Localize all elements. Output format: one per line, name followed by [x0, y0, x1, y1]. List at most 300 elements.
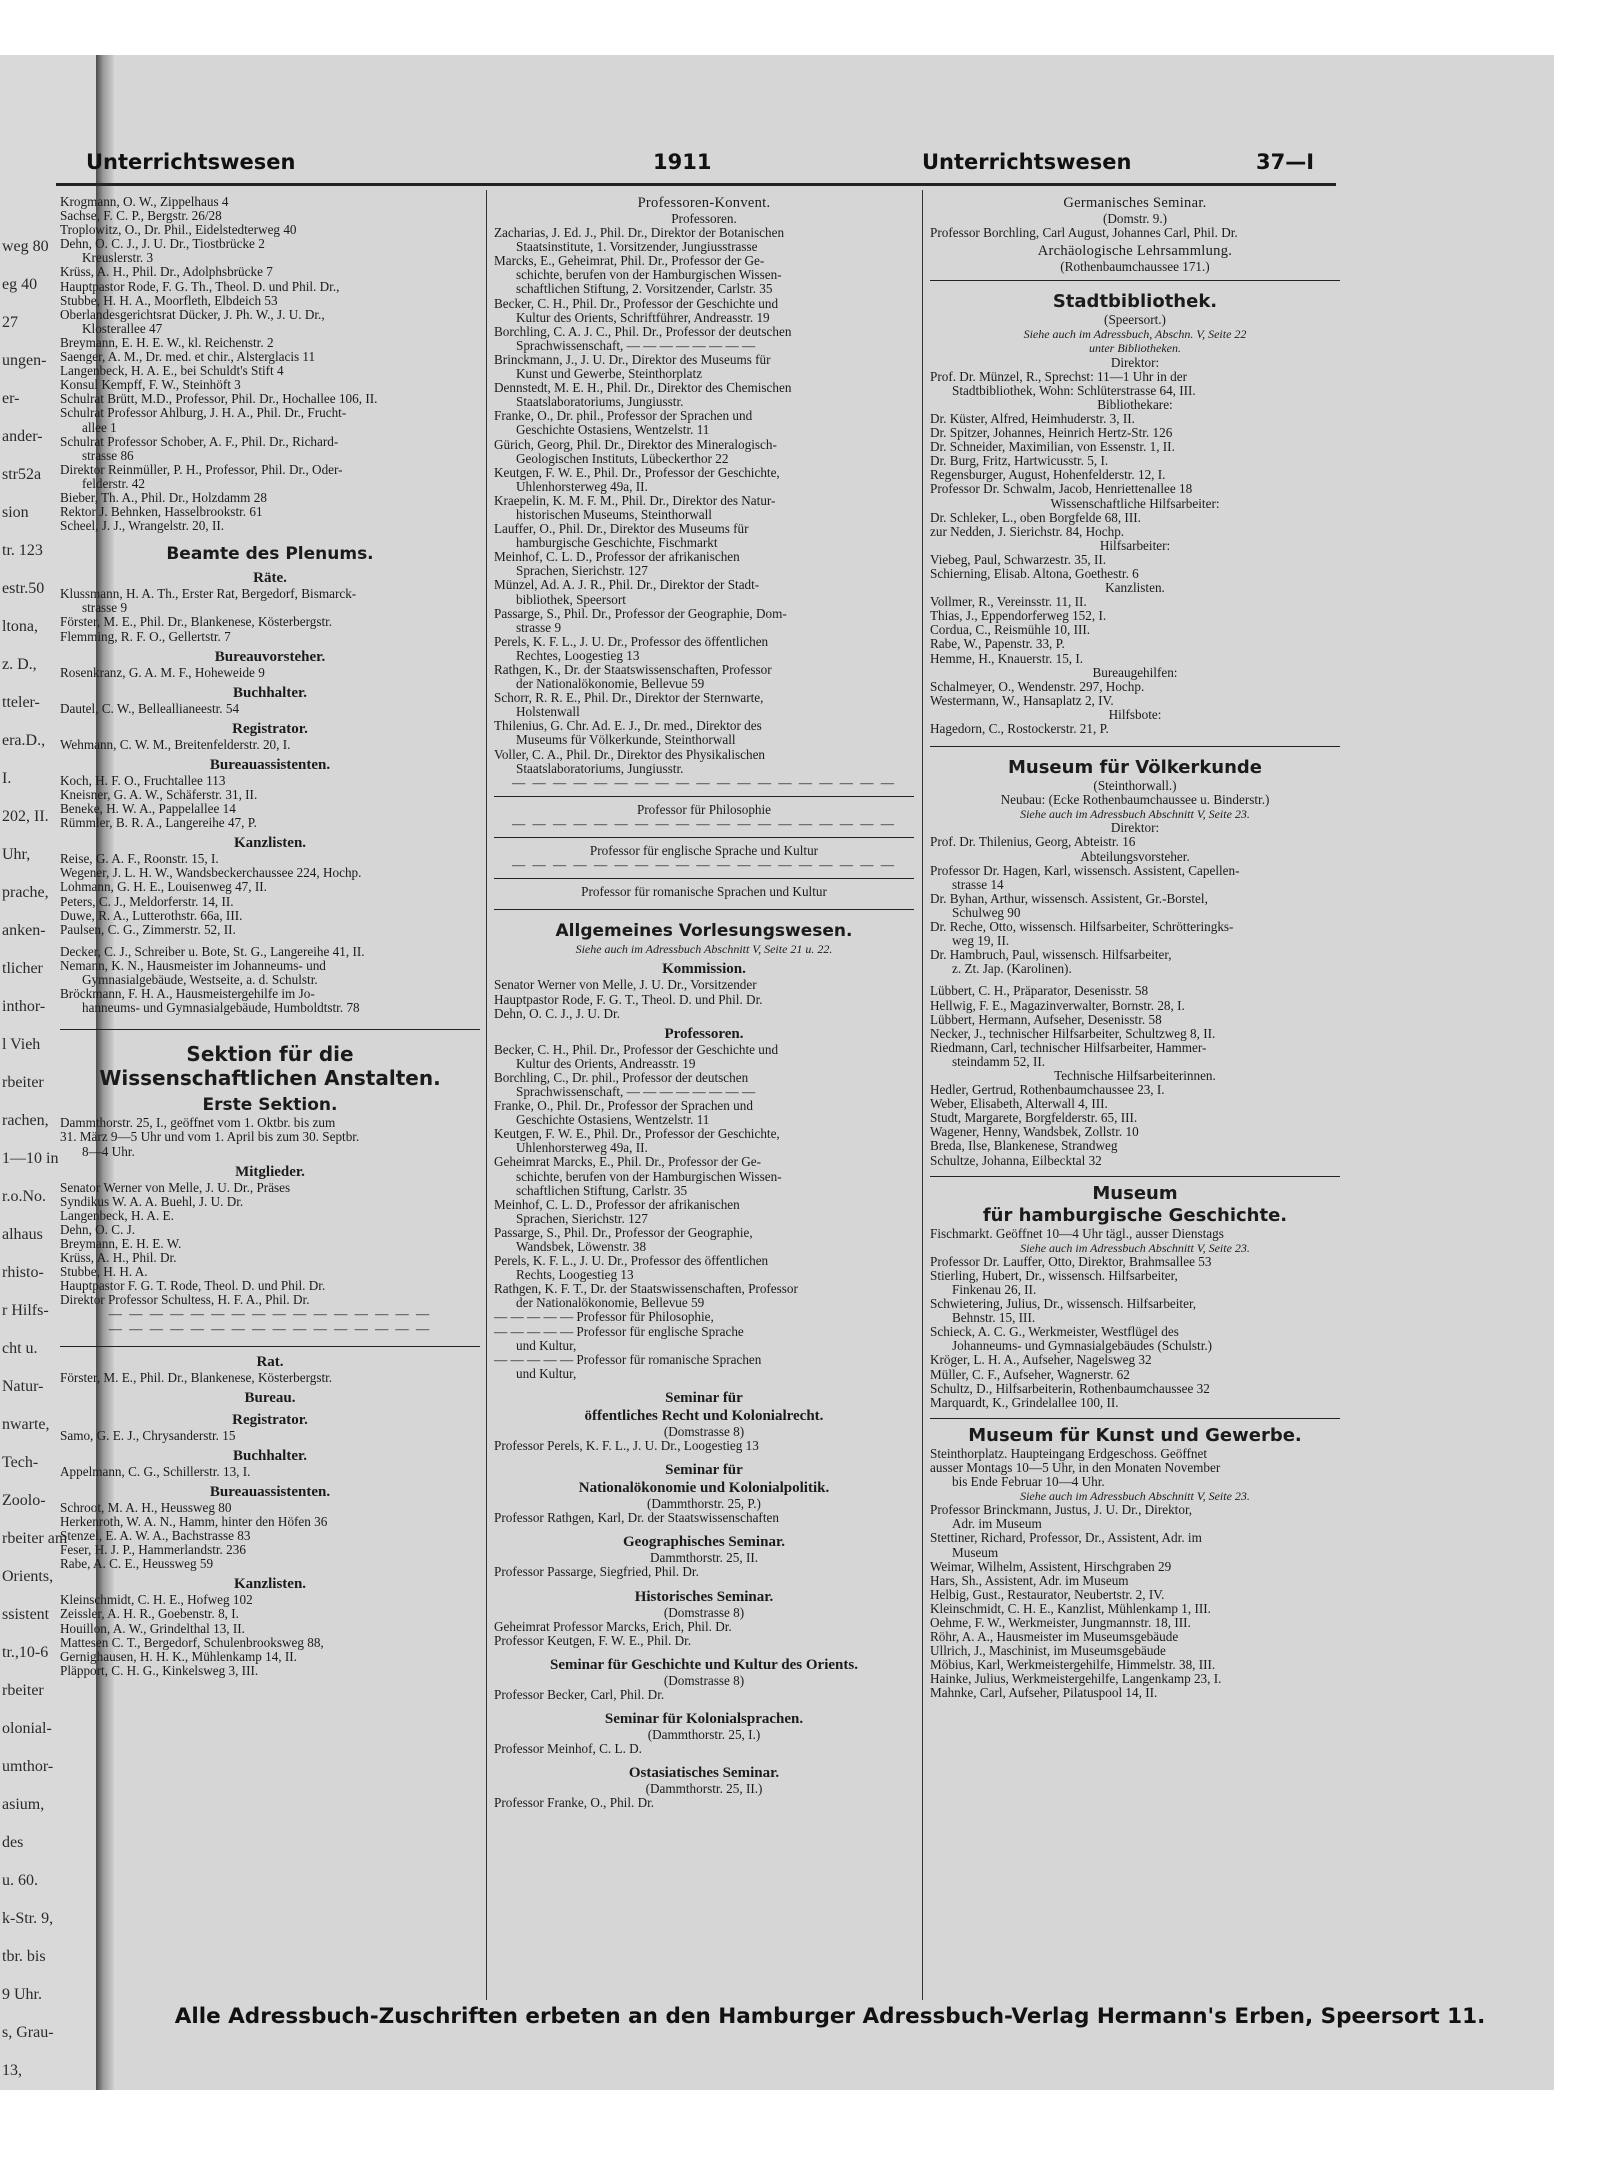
mhg-heading-2: für hamburgische Geschichte.: [982, 1204, 1288, 1226]
divider: [930, 1418, 1340, 1419]
sem-geo-heading: Geographisches Seminar.: [623, 1534, 785, 1551]
entry-line: Dr. Küster, Alfred, Heimhuderstr. 3, II.: [930, 411, 1135, 426]
heading-mitglieder: Mitglieder.: [235, 1163, 305, 1180]
entry-line: Feser, H. J. P., Hammerlandstr. 236: [60, 1543, 246, 1558]
entry-line: Schultze, Johanna, Eilbecktal 32: [930, 1153, 1102, 1168]
entry-line: Professor Franke, O., Phil. Dr.: [494, 1796, 655, 1811]
heading-buchhalter-2: Buchhalter.: [232, 1447, 308, 1464]
entry-line: Stierling, Hubert, Dr., wissensch. Hilfsarbeiter,: [930, 1268, 1178, 1283]
entry-line: Flemming, R. F. O., Gellertstr. 7: [60, 629, 231, 644]
entry-line: Dr. Reche, Otto, wissensch. Hilfsarbeiter, Schrötteringks-: [930, 920, 1234, 935]
entry-line: Passarge, S., Phil. Dr., Professor der Geographie, Dom-: [494, 606, 787, 621]
entry-line: Senator Werner von Melle, J. U. Dr., Präses: [60, 1180, 291, 1195]
entry-line: Hemme, H., Knauerstr. 15, I.: [930, 651, 1084, 666]
voelker-address: (Steinthorwall.): [1093, 779, 1177, 794]
entry-line: Langenbeck, H. A. E.: [60, 1208, 174, 1223]
entry-line: Zeissler, A. H. R., Goebenstr. 8, I.: [60, 1607, 239, 1622]
entry-line: historischen Museums, Steinthorwall: [516, 507, 712, 522]
entry-line: Bröckmann, F. H. A., Hausmeistergehilfe im Jo-: [60, 987, 315, 1002]
entry-line: Lübbert, C. H., Präparator, Desenisstr. 58: [930, 984, 1149, 999]
entry-line: Reise, G. A. F., Roonstr. 15, I.: [60, 852, 219, 867]
arch-heading: Archäologische Lehrsammlung.: [1037, 243, 1233, 260]
entry-line: Wagener, Henny, Wandsbek, Zollstr. 10: [930, 1125, 1139, 1140]
entry-line: Decker, C. J., Schreiber u. Bote, St. G., Langereihe 41, II.: [60, 944, 365, 959]
tech-hilfsarbeiterinnen-list: [930, 1083, 1340, 1168]
erste-sektion-heading: Erste Sektion.: [202, 1095, 338, 1116]
facing-page-fragment: Uhr,: [2, 846, 31, 863]
entry-line: — — — — — Professor für Philosophie,: [494, 1310, 714, 1325]
entry-line: Rathgen, K., Dr. der Staatswissenschaften, Professor: [494, 663, 772, 677]
facing-page-fragment: 1—10 in: [2, 1150, 59, 1167]
entry-line: Dehn, O. C. J.: [60, 1222, 136, 1237]
entry-line: Rathgen, K. F. T., Dr. der Staatswissenschaften, Professor: [494, 1282, 798, 1297]
entry-line: felderstr. 42: [82, 476, 145, 491]
entry-line: Krogmann, O. W., Zippelhaus 4: [60, 195, 229, 209]
sektion-heading-2: Wissenschaftlichen Anstalten.: [99, 1066, 441, 1091]
hilfsbote-heading: Hilfsbote:: [1108, 707, 1162, 722]
entry-line: Förster, M. E., Phil. Dr., Blankenese, Kösterbergstr.: [60, 615, 333, 630]
buchhalter-list: [60, 702, 480, 716]
heading-registrator: Registrator.: [232, 720, 308, 737]
entry-line: Dr. Schneider, Maximilian, von Essenstr. 1, II.: [930, 440, 1175, 455]
entry-line: Johanneums- und Gymnasialgebäudes (Schulstr.): [952, 1339, 1213, 1354]
divider: [494, 796, 914, 797]
wiss-hilfsarbeiter-list: [930, 511, 1340, 539]
misc-staff-list: [60, 945, 480, 1015]
direktor-list: [930, 370, 1340, 398]
entry-line: Direktor Reinmüller, P. H., Professor, Phil. Dr., Oder-: [60, 462, 343, 477]
heading-kanzlisten-2: Kanzlisten.: [233, 1576, 307, 1593]
entry-line: Franke, O., Dr. phil., Professor der Sprachen und: [494, 409, 753, 424]
facing-page-fragment: rbeiter am: [2, 1530, 68, 1547]
facing-page-fragment: sion: [2, 504, 29, 521]
facing-page-fragment: er-: [2, 390, 20, 407]
entry-line: Stadtbibliothek, Wohn: Schlüterstrasse 64, III.: [952, 383, 1196, 398]
germ-address: (Domstr. 9.): [1102, 212, 1168, 226]
vacancy-dashes: — — — — — — — — — — — — — — — — — — —: [512, 857, 896, 873]
entry-line: Müller, C. F., Aufseher, Wagnerstr. 62: [930, 1367, 1130, 1382]
entry-line: Schulweg 90: [952, 905, 1021, 920]
entry-line: Geschichte Ostasiens, Wentzelstr. 11: [516, 1113, 710, 1128]
abteilungsvorsteher-list: [930, 864, 1340, 977]
bureauvorsteher-list: [60, 666, 480, 680]
sem-geo-address: Dammthorstr. 25, II.: [649, 1551, 759, 1566]
vacancy-dashes: — — — — — — — — — — — — — — — —: [108, 1306, 432, 1322]
entry-line: Perels, K. F. L., J. U. Dr., Professor des öffentlichen: [494, 1254, 769, 1269]
entry-line: Museum: [952, 1545, 999, 1560]
entry-line: Kunst und Gewerbe, Steinthorplatz: [516, 367, 703, 382]
entry-line: Hauptpastor F. G. T. Rode, Theol. D. und Phil. Dr.: [60, 1279, 326, 1294]
sem-hist-address: (Domstrasse 8): [663, 1605, 745, 1620]
entry-line: Stubbe, H. H. A.: [60, 1265, 148, 1280]
entry-line: Geheimrat Marcks, E., Phil. Dr., Professor der Ge-: [494, 1155, 761, 1170]
sektion-heading-1: Sektion für die: [186, 1042, 354, 1067]
entry-line: Samo, G. E. J., Chrysanderstr. 15: [60, 1428, 236, 1443]
scan-margin-top: [0, 0, 1600, 55]
page-number: 37—I: [1256, 150, 1315, 174]
entry-line: Becker, C. H., Phil. Dr., Professor der Geschichte und: [494, 296, 779, 311]
facing-page-fragment: nwarte,: [2, 1416, 50, 1433]
facing-page-fragment: 202, II.: [2, 808, 49, 825]
vacancy-dashes: — — — — — — — — — — — — — — — — — — —: [512, 815, 896, 831]
entry-line: Förster, M. E., Phil. Dr., Blankenese, Kösterbergstr.: [60, 1370, 333, 1385]
entry-line: Breymann, E. H. E. W.: [60, 1236, 182, 1251]
heading-buchhalter: Buchhalter.: [232, 684, 308, 701]
entry-line: Sprachen, Sierichstr. 127: [516, 564, 648, 579]
entry-line: Keutgen, F. W. E., Phil. Dr., Professor der Geschichte,: [494, 465, 780, 480]
entry-line: Dennstedt, M. E. H., Phil. Dr., Direktor des Chemischen: [494, 381, 792, 396]
entry-line: Pläpport, C. H. G., Kinkelsweg 3, III.: [60, 1663, 259, 1678]
entry-line: Meinhof, C. L. D., Professor der afrikanischen: [494, 550, 740, 565]
entry-line: Hauptpastor Rode, F. G. Th., Theol. D. und Phil. Dr.,: [60, 279, 340, 294]
entry-line: Sprachwissenschaft, — — — — — — — —: [516, 338, 756, 353]
entry-line: Gürich, Georg, Phil. Dr., Direktor des Mineralogisch-: [494, 437, 777, 452]
entry-line: schaftlichen Stiftung, Carlstr. 35: [516, 1183, 688, 1198]
mhg-heading-1: Museum: [1092, 1182, 1178, 1204]
entry-line: Keutgen, F. W. E., Phil. Dr., Professor der Geschichte,: [494, 1127, 780, 1142]
sem-hist-heading: Historisches Seminar.: [634, 1588, 774, 1605]
mhg-reference: Siehe auch im Adressbuch Abschnitt V, Seite 23.: [1020, 1240, 1250, 1255]
footer-notice: Alle Adressbuch-Zuschriften erbeten an den Hamburger Adressbuch-Verlag Hermann's Erben, Speersort 11.: [174, 2004, 1486, 2029]
entry-line: Behnstr. 15, III.: [952, 1311, 1036, 1326]
facing-page-fragment: 9 Uhr.: [2, 1986, 42, 2003]
column-rule-2: [922, 190, 923, 2000]
facing-page-fragment: 27: [2, 314, 18, 331]
entry-line: Wegener, J. L. H. W., Wandsbeckerchaussee 224, Hochp.: [60, 866, 362, 881]
heading-bureauassistenten-2: Bureauassistenten.: [209, 1483, 331, 1500]
section-heading-plenum: Beamte des Plenums.: [166, 544, 374, 565]
facing-page-fragment: Natur-: [2, 1378, 44, 1395]
entry-line: Lauffer, O., Phil. Dr., Direktor des Museums für: [494, 522, 749, 537]
entry-line: Konsul Kempff, F. W., Steinhöft 3: [60, 378, 241, 393]
entry-line: Stettiner, Richard, Professor, Dr., Assistent, Adr. im: [930, 1531, 1202, 1546]
sem-orient-address: (Domstrasse 8): [663, 1673, 745, 1688]
entry-line: Klosterallee 47: [82, 321, 163, 336]
entry-line: Marquardt, K., Grindelallee 100, II.: [930, 1395, 1119, 1410]
voelker-staff-list: [930, 984, 1340, 1069]
facing-page-fragment: ander-: [2, 428, 43, 445]
entry-line: Professor Keutgen, F. W. E., Phil. Dr.: [494, 1633, 692, 1648]
entry-line: schaftlichen Stiftung, 2. Vorsitzender, Carlstr. 35: [516, 282, 773, 297]
sem-nat-address: (Dammthorstr. 25, P.): [647, 1497, 761, 1512]
facing-page-fragment: ssistent: [2, 1606, 50, 1623]
divider: [494, 909, 914, 910]
entry-line: Breymann, E. H. E. W., kl. Reichenstr. 2: [60, 335, 274, 350]
facing-page-fragment: I.: [2, 770, 12, 787]
entry-line: Passarge, S., Phil. Dr., Professor der Geographie,: [494, 1225, 753, 1240]
hilfsbote-list: [930, 722, 1340, 736]
entry-line: Gernighausen, H. H. K., Mühlenkamp 14, II.: [60, 1649, 297, 1664]
entry-line: schichte, berufen von der Hamburgischen Wissen-: [516, 1169, 782, 1184]
sem-nat-heading-1: Seminar für: [665, 1462, 743, 1479]
entry-line: zur Nedden, J. Sierichstr. 84, Hochp.: [930, 524, 1125, 539]
voelker-direktor-heading: Direktor:: [1110, 821, 1160, 836]
entry-line: Kultur des Orients, Andreasstr. 19: [516, 1056, 696, 1071]
column-3: [930, 195, 1340, 1995]
entry-line: Viebeg, Paul, Schwarzestr. 35, II.: [930, 552, 1107, 567]
entry-line: Dehn, O. C. J., J. U. Dr., Tiostbrücke 2: [60, 237, 265, 252]
entry-line: Houillon, A. W., Grindelthal 13, II.: [60, 1621, 245, 1636]
column-1: [60, 195, 480, 1995]
entry-line: Prof. Dr. Thilenius, Georg, Abteistr. 16: [930, 835, 1136, 850]
column-2: [494, 195, 914, 1995]
konvent-heading: Professoren-Konvent.: [637, 195, 771, 211]
entry-line: Weimar, Wilhelm, Assistent, Hirschgraben 29: [930, 1559, 1172, 1574]
entry-line: Borchling, C., Dr. phil., Professor der deutschen: [494, 1070, 749, 1085]
entry-line: Kraepelin, K. M. F. M., Phil. Dr., Direktor des Natur-: [494, 493, 776, 508]
entry-line: Professor Meinhof, C. L. D.: [494, 1742, 642, 1757]
entry-line: Regensburger, August, Hohenfelderstr. 12, I.: [930, 468, 1166, 483]
entry-line: Troplowitz, O., Dr. Phil., Eidelstedterweg 40: [60, 223, 297, 238]
mkg-list: [930, 1503, 1340, 1700]
sem-recht-heading-2: öffentliches Recht und Kolonialrecht.: [584, 1407, 824, 1424]
entry-line: Franke, O., Phil. Dr., Professor der Sprachen und: [494, 1099, 753, 1114]
entry-line: Schalmeyer, O., Wendenstr. 297, Hochp.: [930, 679, 1145, 694]
entry-line: Dammthorstr. 25, I., geöffnet vom 1. Oktbr. bis zum: [60, 1116, 336, 1131]
entry-line: Schorr, R. R. E., Phil. Dr., Direktor der Sternwarte,: [494, 691, 764, 706]
registrator-2-list: [60, 1429, 480, 1443]
sem-nat-list: [494, 1511, 914, 1525]
entry-line: — — — — — Professor für romanische Sprachen: [494, 1352, 762, 1367]
entry-line: Voller, C. A., Phil. Dr., Direktor des Physikalischen: [494, 747, 766, 762]
entry-line: steindamm 52, II.: [952, 1054, 1046, 1069]
divider: [930, 280, 1340, 281]
divider: [60, 1029, 480, 1030]
entry-line: Dehn, O. C. J., J. U. Dr.: [494, 1006, 621, 1021]
rat-list: [60, 1371, 480, 1385]
entry-line: Langenbeck, H. A. E., bei Schuldt's Stift 4: [60, 364, 284, 379]
sem-kol-heading: Seminar für Kolonialsprachen.: [604, 1710, 804, 1727]
entry-line: Westermann, W., Hansaplatz 2, IV.: [930, 693, 1114, 708]
entry-line: Dautel, C. W., Belleallianeestr. 54: [60, 701, 240, 716]
entry-line: strasse 9: [82, 601, 128, 616]
facing-page-fragment: Tech-: [2, 1454, 39, 1471]
entry-line: Uhlenhorsterweg 49a, II.: [516, 1141, 648, 1156]
entry-line: Schieck, A. C. G., Werkmeister, Westflügel des: [930, 1325, 1179, 1340]
facing-page-fragment: Orients,: [2, 1568, 54, 1585]
allg-reference: Siehe auch im Adressbuch Abschnitt V, Seite 21 u. 22.: [575, 942, 833, 957]
entry-line: Cordua, C., Reismühle 10, III.: [930, 623, 1091, 638]
entry-line: Direktor Professor Schultess, H. F. A., Phil. Dr.: [60, 1293, 310, 1308]
entry-line: Schultz, D., Hilfsarbeiterin, Rothenbaumchaussee 32: [930, 1381, 1210, 1396]
arch-address: (Rothenbaumchaussee 171.): [1060, 260, 1210, 275]
entry-line: Senator Werner von Melle, J. U. Dr., Vorsitzender: [494, 978, 757, 993]
entry-line: und Kultur,: [516, 1338, 577, 1353]
facing-page-fragment: tr. 123: [2, 542, 43, 559]
entry-line: Ullrich, J., Maschinist, im Museumsgebäude: [930, 1644, 1166, 1659]
sem-recht-heading-1: Seminar für: [665, 1389, 743, 1406]
facing-page-fragment: era.D.,: [2, 732, 46, 749]
facing-page-fragment: u. 60.: [2, 1872, 38, 1889]
entry-line: Professor Dr. Hagen, Karl, wissensch. Assistent, Capellen-: [930, 863, 1240, 878]
entry-line: Geschichte Ostasiens, Wentzelstr. 11: [516, 423, 710, 438]
facing-page-fragment: eg 40: [2, 276, 38, 293]
stadt-reference-1: Siehe auch im Adressbuch, Abschn. V, Seite 22: [1023, 327, 1247, 342]
entry-line: der Nationalökonomie, Bellevue 59: [516, 1296, 705, 1311]
voelker-reference: Siehe auch im Adressbuch Abschnitt V, Seite 23.: [1020, 807, 1250, 822]
vacancy-dashes: — — — — — — — — — — — — — — — — — — —: [512, 774, 896, 790]
sem-kol-address: (Dammthorstr. 25, I.): [647, 1727, 761, 1742]
entry-line: Professor Brinckmann, Justus, J. U. Dr., Direktor,: [930, 1503, 1193, 1518]
entry-line: Finkenau 26, II.: [952, 1283, 1037, 1297]
facing-page-fragment: asium,: [2, 1796, 45, 1813]
entry-line: Thias, J., Eppendorferweg 152, I.: [930, 609, 1107, 624]
buchhalter-2-list: [60, 1465, 480, 1479]
entry-line: Mahnke, Carl, Aufseher, Pilatuspool 14, II.: [930, 1686, 1158, 1701]
entry-line: Weber, Elisabeth, Alterwall 4, III.: [930, 1097, 1108, 1112]
mhg-list: [930, 1255, 1340, 1410]
facing-page-fragment: prache,: [2, 884, 49, 901]
facing-page-fragment: l Vieh: [2, 1036, 41, 1053]
entry-line: Kleinschmidt, C. H. E., Kanzlist, Mühlenkamp 1, III.: [930, 1601, 1211, 1616]
allg-vorlesungswesen-heading: Allgemeines Vorlesungswesen.: [555, 921, 853, 942]
mitglieder-list: [60, 1181, 480, 1308]
kanzlisten-list: [60, 852, 480, 937]
assistenten-2-list: [60, 1501, 480, 1571]
entry-line: Möbius, Karl, Werkmeistergehilfe, Himmelstr. 38, III.: [930, 1658, 1216, 1673]
entry-line: Professor Dr. Lauffer, Otto, Direktor, Brahmsallee 53: [930, 1254, 1212, 1269]
facing-page-fragment: k-Str. 9,: [2, 1910, 54, 1927]
entry-line: Dr. Byhan, Arthur, wissensch. Assistent, Gr.-Borstel,: [930, 891, 1208, 906]
facing-page-fragment: rachen,: [2, 1112, 49, 1129]
entry-line: Münzel, Ad. A. J. R., Phil. Dr., Direktor der Stadt-: [494, 578, 760, 593]
entry-line: Vollmer, R., Vereinsstr. 11, II.: [930, 595, 1087, 610]
stadt-address: (Speersort.): [1104, 313, 1166, 328]
heading-professoren: Professoren.: [664, 1025, 744, 1042]
entry-line: Schwietering, Julius, Dr., wissensch. Hilfsarbeiter,: [930, 1297, 1197, 1312]
facing-page-fragment: alhaus: [2, 1226, 43, 1243]
entry-line: Professor Borchling, Carl August, Johannes Carl, Phil. Dr.: [930, 226, 1238, 241]
entry-line: Bieber, Th. A., Phil. Dr., Holzdamm 28: [60, 490, 267, 505]
facing-page-fragment: Zoolo-: [2, 1492, 46, 1509]
entry-line: Röhr, A. A., Hausmeister im Museumsgebäude: [930, 1630, 1179, 1645]
facing-page-fragment: weg 80: [2, 238, 49, 255]
entry-line: Geheimrat Professor Marcks, Erich, Phil. Dr.: [494, 1619, 732, 1634]
tech-hilfsarbeiterinnen-heading: Technische Hilfsarbeiterinnen.: [1054, 1068, 1216, 1083]
entry-line: Becker, C. H., Phil. Dr., Professor der Geschichte und: [494, 1042, 779, 1057]
entry-line: hamburgische Geschichte, Fischmarkt: [516, 536, 718, 551]
entry-line: strasse 86: [82, 448, 134, 463]
entry-line: Duwe, R. A., Lutterothstr. 66a, III.: [60, 908, 243, 923]
sem-ost-address: (Dammthorstr. 25, II.): [645, 1782, 763, 1797]
entry-line: Steinthorplatz. Haupteingang Erdgeschoss. Geöffnet: [930, 1446, 1207, 1461]
facing-page-fragment: rbeiter: [2, 1682, 44, 1699]
entry-line: Wandsbek, Löwenstr. 38: [516, 1240, 647, 1254]
heading-kanzlisten: Kanzlisten.: [233, 835, 307, 852]
entry-line: Thilenius, G. Chr. Ad. E. J., Dr. med., Direktor des: [494, 719, 762, 734]
entry-line: strasse 14: [952, 877, 1004, 892]
entry-line: Wehmann, C. W. M., Breitenfelderstr. 20, I.: [60, 737, 291, 752]
heading-raete: Räte.: [253, 570, 287, 587]
entry-line: 31. März 9—5 Uhr und vom 1. April bis zum 30. Septbr.: [60, 1130, 360, 1145]
entry-line: Scheel, J. J., Wrangelstr. 20, II.: [60, 519, 225, 534]
facing-page-fragment: estr.50: [2, 580, 45, 597]
abteilungsvorsteher-heading: Abteilungsvorsteher.: [1080, 849, 1190, 864]
entry-line: Hauptpastor Rode, F. G. T., Theol. D. und Phil. Dr.: [494, 992, 763, 1007]
konvent-list: [494, 226, 914, 776]
facing-page-fragment: cht u.: [2, 1340, 38, 1357]
entry-line: Sachse, F. C. P., Bergstr. 26/28: [60, 209, 222, 224]
facing-page-fragment: inthor-: [2, 998, 46, 1015]
entry-line: Perels, K. F. L., J. U. Dr., Professor des öffentlichen: [494, 634, 769, 649]
germ-heading: Germanisches Seminar.: [1063, 195, 1207, 211]
facing-page-fragment: rbeiter: [2, 1074, 44, 1091]
entry-line: Professor Perels, K. F. L., J. U. Dr., Loogestieg 13: [494, 1439, 759, 1454]
entry-line: Krüss, A. H., Phil. Dr.: [60, 1251, 177, 1266]
divider: [930, 746, 1340, 747]
entry-line: Lohmann, G. H. E., Louisenweg 47, II.: [60, 880, 267, 895]
entry-line: Kreuslerstr. 3: [82, 251, 154, 266]
running-head-year: 1911: [653, 150, 712, 174]
mkg-heading: Museum für Kunst und Gewerbe.: [968, 1424, 1302, 1446]
facing-page-fragment: ltona,: [2, 618, 38, 635]
heading-rat: Rat.: [256, 1353, 284, 1370]
facing-page-fragment: 13,: [2, 2062, 22, 2079]
sem-hist-list: [494, 1620, 914, 1648]
bureaugehilfen-list: [930, 680, 1340, 708]
facing-page-fragment: des: [2, 1834, 24, 1851]
facing-page-fragment: tteler-: [2, 694, 40, 711]
divider: [930, 1176, 1340, 1177]
sem-recht-address: (Domstrasse 8): [663, 1424, 745, 1439]
entry-line: Borchling, C. A. J. C., Phil. Dr., Professor der deutschen: [494, 324, 792, 339]
entry-line: schichte, berufen von der Hamburgischen Wissen-: [516, 268, 782, 283]
stadtbibliothek-heading: Stadtbibliothek.: [1052, 291, 1218, 313]
sem-kol-list: [494, 1742, 914, 1756]
entry-line: Krüss, A. H., Phil. Dr., Adolphsbrücke 7: [60, 265, 273, 280]
stadt-reference-2: unter Bibliotheken.: [1089, 341, 1181, 356]
divider: [494, 837, 914, 838]
bibliothekare-heading: Bibliothekare:: [1097, 397, 1173, 412]
entry-line: Stubbe, H. H. A., Moorfleth, Elbdeich 53: [60, 293, 278, 308]
prof-romanisch: Professor für romanische Sprachen und Kultur: [581, 885, 827, 900]
entry-line: Hainke, Julius, Werkmeistergehilfe, Langenkamp 23, I.: [930, 1672, 1222, 1687]
entry-line: Kleinschmidt, C. H. E., Hofweg 102: [60, 1593, 253, 1608]
entry-line: — — — — — Professor für englische Sprache: [494, 1324, 744, 1339]
voelker-direktor-list: [930, 835, 1340, 849]
sem-orient-heading: Seminar für Geschichte und Kultur des Orients.: [550, 1656, 858, 1673]
entry-line: Dr. Burg, Fritz, Hartwicusstr. 5, I.: [930, 454, 1109, 469]
entry-line: Hedler, Gertrud, Rothenbaumchaussee 23, I.: [930, 1083, 1165, 1098]
registrator-list: [60, 738, 480, 752]
entry-line: Lübbert, Hermann, Aufseher, Desenisstr. 58: [930, 1012, 1162, 1027]
entry-line: Kultur des Orients, Schriftführer, Andreasstr. 19: [516, 310, 770, 325]
entry-line: z. Zt. Jap. (Karolinen).: [952, 962, 1072, 977]
entry-line: Mattesen C. T., Bergedorf, Schulenbrooksweg 88,: [60, 1635, 324, 1650]
bibliothekare-list: [930, 412, 1340, 497]
professoren-list: [494, 1043, 914, 1381]
heading-bureauassistenten: Bureauassistenten.: [209, 756, 331, 773]
entry-line: Rabe, A. C. E., Heussweg 59: [60, 1557, 214, 1572]
entry-line: strasse 9: [516, 620, 562, 635]
entry-line: Kröger, L. H. A., Aufseher, Nagelsweg 32: [930, 1353, 1152, 1368]
prof-philosophie: Professor für Philosophie: [636, 802, 772, 817]
entry-line: Beneke, H. W. A., Pappelallee 14: [60, 802, 236, 817]
sem-ost-list: [494, 1796, 914, 1810]
facing-page-fragment: s, Grau-: [2, 2024, 54, 2041]
heading-registrator-2: Registrator.: [232, 1411, 308, 1428]
mkg-opening-hours: [930, 1447, 1340, 1489]
entry-line: Professor Dr. Schwalm, Jacob, Henriettenallee 18: [930, 482, 1193, 497]
scan-margin-bottom: [0, 2090, 1600, 2177]
entry-line: weg 19, II.: [952, 934, 1010, 949]
entry-line: Klussmann, H. A. Th., Erster Rat, Bergedorf, Bismarck-: [60, 587, 357, 602]
entry-line: ausser Montags 10—5 Uhr, in den Monaten November: [930, 1460, 1221, 1475]
facing-page-fragment: r.o.No.: [2, 1188, 46, 1205]
column-rule-1: [486, 190, 487, 2000]
entry-line: Meinhof, C. L. D., Professor der afrikanischen: [494, 1197, 740, 1212]
facing-page-fragment: rhisto-: [2, 1264, 44, 1281]
